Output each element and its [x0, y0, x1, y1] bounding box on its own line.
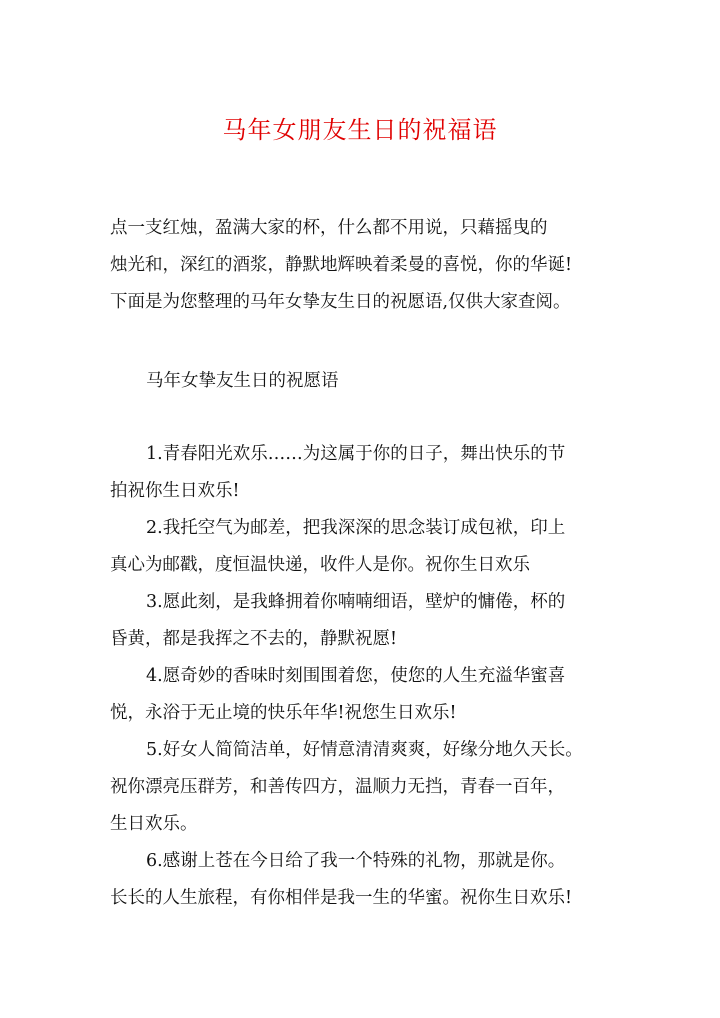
wish-line: 生日欢乐。 [110, 814, 198, 834]
wish-item-6 [110, 843, 610, 917]
wish-line: 6.感谢上苍在今日给了我一个特殊的礼物，那就是你。 [146, 851, 566, 871]
wish-line: 4.愿奇妙的香味时刻围围着您，使您的人生充溢华蜜喜 [146, 666, 566, 686]
wish-line: 真心为邮戳，度恒温快递，收件人是你。祝你生日欢乐 [110, 555, 530, 575]
wish-line: 昏黄，都是我挥之不去的，静默祝愿! [110, 629, 398, 649]
wish-item-1 [110, 436, 610, 510]
document-title: 马年女朋友生日的祝福语 [222, 116, 498, 144]
wish-line: 悦，永浴于无止境的快乐年华!祝您生日欢乐! [110, 703, 457, 723]
wish-line: 3.愿此刻，是我蜂拥着你喃喃细语，壁炉的慵倦，杯的 [146, 592, 566, 612]
wish-list [110, 436, 610, 917]
wish-item-4 [110, 658, 610, 732]
wish-line: 1.青春阳光欢乐……为这属于你的日子，舞出快乐的节 [146, 444, 566, 464]
wish-line: 祝你漂亮压群芳，和善传四方，温顺力无挡，青春一百年， [110, 777, 565, 797]
wish-item-2 [110, 510, 610, 584]
wish-line: 5.好女人简简洁单，好情意清清爽爽，好缘分地久天长。 [146, 740, 583, 760]
intro-line: 烛光和，深红的酒浆，静默地辉映着柔曼的喜悦，你的华诞! [110, 255, 573, 275]
wish-item-5 [110, 732, 610, 843]
intro-paragraph [110, 210, 610, 321]
wish-line: 2.我托空气为邮差，把我深深的思念装订成包袱，印上 [146, 518, 566, 538]
wish-line: 拍祝你生日欢乐! [110, 481, 240, 501]
intro-line: 下面是为您整理的马年女挚友生日的祝愿语,仅供大家查阅。 [110, 292, 571, 312]
section-subtitle: 马年女挚友生日的祝愿语 [146, 371, 339, 391]
wish-item-3 [110, 584, 610, 658]
intro-line: 点一支红烛，盈满大家的杯，什么都不用说，只藉摇曳的 [110, 218, 548, 238]
wish-line: 长长的人生旅程，有你相伴是我一生的华蜜。祝你生日欢乐! [110, 888, 573, 908]
